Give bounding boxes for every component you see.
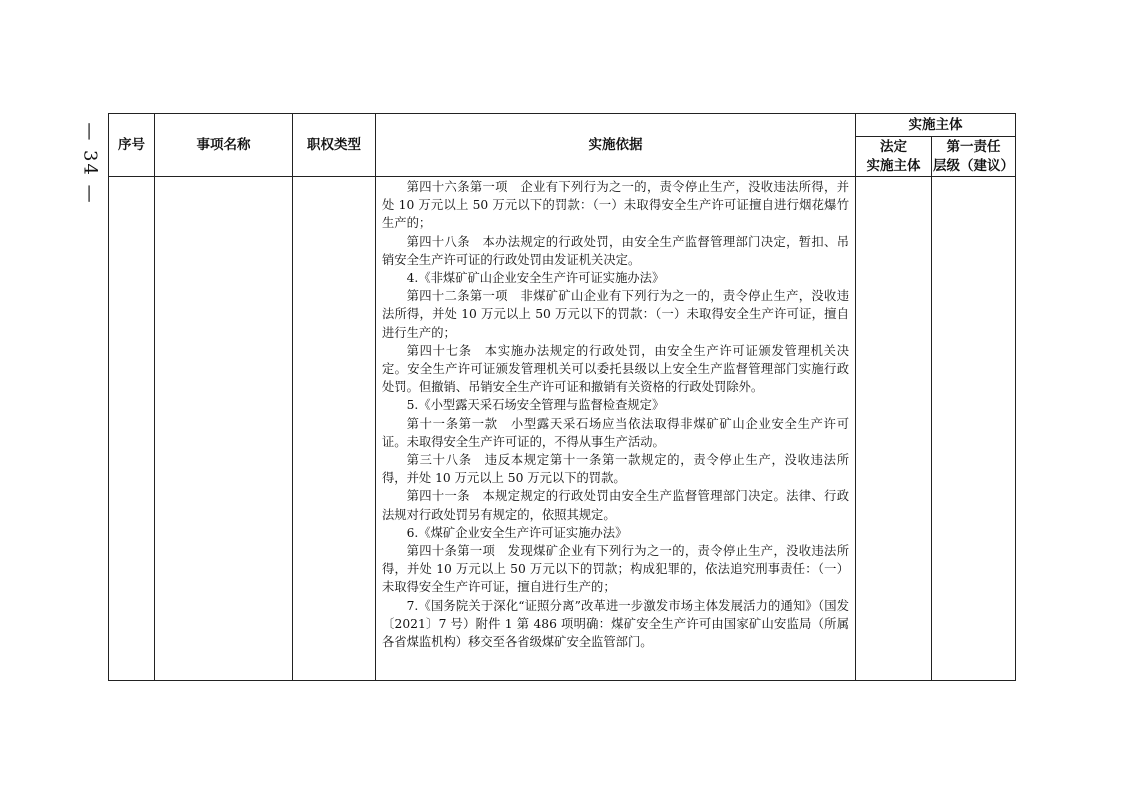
header-first-level-line2: 层级（建议）	[933, 157, 1014, 174]
basis-paragraph: 6.《煤矿企业安全生产许可证实施办法》	[406, 525, 628, 540]
cell-legal-subject	[856, 177, 932, 681]
header-item-name: 事项名称	[155, 114, 293, 177]
basis-paragraph: 第三十八条 违反本规定第十一条第一款规定的，责令停止生产，没收违法所得，并处 10 万元以上 50 万元以下的罚款。	[382, 453, 849, 486]
basis-paragraph: 第四十八条 本办法规定的行政处罚，由安全生产监督管理部门决定，暂扣、吊销安全生产许可证的行政处罚由发证机关决定。	[382, 234, 849, 267]
basis-paragraph: 第四十七条 本实施办法规定的行政处罚，由安全生产许可证颁发管理机关决定。安全生产许可证颁发管理机关可以委托县级以上安全生产监督管理部门实施行政处罚。但撤销、吊销安全生产许可证和撤销有关资格的行政处罚除外。	[382, 343, 849, 395]
header-first-level	[932, 137, 1016, 177]
header-subject: 实施主体	[856, 114, 1016, 137]
basis-paragraph: 第四十一条 本规定规定的行政处罚由安全生产监督管理部门决定。法律、行政法规对行政处罚另有规定的，依照其规定。	[382, 489, 849, 522]
header-basis: 实施依据	[376, 114, 856, 177]
table-row	[109, 177, 1016, 681]
authority-table	[108, 113, 1016, 681]
page-number	[78, 118, 102, 208]
header-seq: 序号	[109, 114, 155, 177]
basis-paragraph: 第四十二条第一项 非煤矿矿山企业有下列行为之一的，责令停止生产，没收违法所得，并处 10 万元以上 50 万元以下的罚款：（一）未取得安全生产许可证，擅自进行生产的；	[382, 289, 849, 340]
header-legal-subject	[856, 137, 932, 177]
basis-paragraph: 第十一条第一款 小型露天采石场应当依法取得非煤矿矿山企业安全生产许可证。未取得安全生产许可证的，不得从事生产活动。	[382, 416, 849, 449]
cell-power-type	[293, 177, 376, 681]
cell-first-level	[932, 177, 1016, 681]
basis-paragraph: 7.《国务院关于深化“证照分离”改革进一步激发市场主体发展活力的通知》（国发〔2021〕7 号）附件 1 第 486 项明确：煤矿安全生产许可由国家矿山安监局（所属各省煤监机构）移交至各省级煤矿安全监管部门。	[382, 598, 849, 650]
header-power-type: 职权类型	[293, 114, 376, 177]
basis-paragraph: 4.《非煤矿矿山企业安全生产许可证实施办法》	[406, 271, 665, 286]
basis-paragraph: 第四十六条第一项 企业有下列行为之一的，责令停止生产，没收违法所得，并处 10 万元以上 50 万元以下的罚款：（一）未取得安全生产许可证擅自进行烟花爆竹生产的；	[382, 180, 849, 231]
page-number-text: — 34 —	[79, 121, 101, 205]
cell-seq	[109, 177, 155, 681]
cell-item-name	[155, 177, 293, 681]
basis-paragraph: 5.《小型露天采石场安全管理与监督检查规定》	[406, 398, 665, 413]
header-legal-subject-line1: 法定	[880, 138, 907, 155]
cell-basis	[376, 177, 856, 681]
header-legal-subject-line2: 实施主体	[866, 157, 921, 174]
basis-paragraph: 第四十条第一项 发现煤矿企业有下列行为之一的，责令停止生产，没收违法所得，并处 10 万元以上 50 万元以下的罚款；构成犯罪的，依法追究刑事责任：（一）未取得安全生产许可证，擅自进行生产的；	[382, 544, 849, 595]
header-first-level-line1: 第一责任	[946, 138, 1001, 155]
